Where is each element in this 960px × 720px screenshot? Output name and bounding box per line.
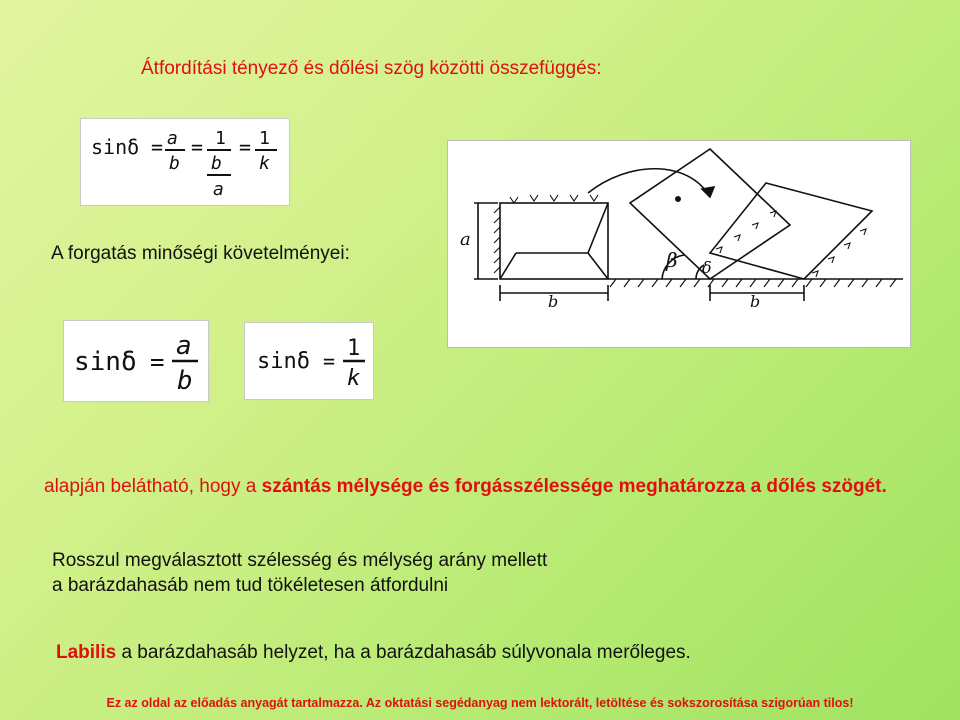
label-depth-a: a <box>460 229 471 250</box>
conclusion-bold: szántás mélysége és forgásszélessége meghatározza a dőlés szögét. <box>261 476 887 497</box>
svg-text:=: = <box>323 349 336 373</box>
formula-right-den: k <box>347 366 361 391</box>
ratio-warning-line-2: a barázdahasáb nem tud tökéletesen átfordulni <box>52 575 449 597</box>
label-width-b-right: b <box>750 292 761 311</box>
svg-text:=: = <box>191 135 204 159</box>
slide-title: Átfordítási tényező és dőlési szög közötti összefüggés: <box>141 58 602 79</box>
requirements-label: A forgatás minőségi követelményei: <box>51 243 350 264</box>
furrow-slice-drawing <box>448 141 910 347</box>
main-formula-a: a <box>167 128 178 149</box>
main-formula-one-2: 1 <box>259 128 270 149</box>
formula-1-over-k-box <box>244 322 374 400</box>
formula-left-lhs: sinδ <box>74 347 137 377</box>
label-width-b-left: b <box>548 292 559 311</box>
svg-text:=: = <box>239 135 252 159</box>
main-formula-lhs: sinδ <box>91 135 140 159</box>
svg-text:=: = <box>151 135 164 159</box>
labile-paragraph <box>56 642 691 664</box>
labile-text: a barázdahasáb helyzet, ha a barázdahasáb súlyvonala merőleges. <box>116 642 691 663</box>
furrow-slice-diagram <box>447 140 911 348</box>
footer-disclaimer: Ez az oldal az előadás anyagát tartalmazza. Az oktatási segédanyag nem lektorált, letöltése és sokszorosítása szigorúan tilos! <box>106 696 854 710</box>
main-formula-b-inner: b <box>211 153 222 174</box>
main-formula-k: k <box>259 153 270 174</box>
conclusion-text: alapján belátható, hogy a <box>44 476 262 497</box>
formula-right-lhs: sinδ <box>257 349 310 374</box>
ratio-warning-line-1: Rosszul megválasztott szélesség és mélység arány mellett <box>52 550 548 571</box>
conclusion-paragraph <box>44 475 924 499</box>
main-formula-a-inner: a <box>213 179 224 200</box>
main-formula <box>81 119 289 205</box>
label-beta: β <box>666 248 678 272</box>
formula-1-over-k <box>245 323 373 399</box>
formula-left-num: a <box>176 331 192 361</box>
label-delta: δ <box>702 258 712 277</box>
svg-text:=: = <box>150 348 165 376</box>
labile-term: Labilis <box>56 642 117 663</box>
ratio-warning-paragraph <box>52 548 547 598</box>
formula-right-num: 1 <box>347 336 361 361</box>
main-formula-box <box>80 118 290 206</box>
formula-a-over-b <box>64 321 208 401</box>
main-formula-b: b <box>169 153 180 174</box>
main-formula-one: 1 <box>215 128 226 149</box>
formula-left-den: b <box>177 366 193 396</box>
formula-a-over-b-box <box>63 320 209 402</box>
